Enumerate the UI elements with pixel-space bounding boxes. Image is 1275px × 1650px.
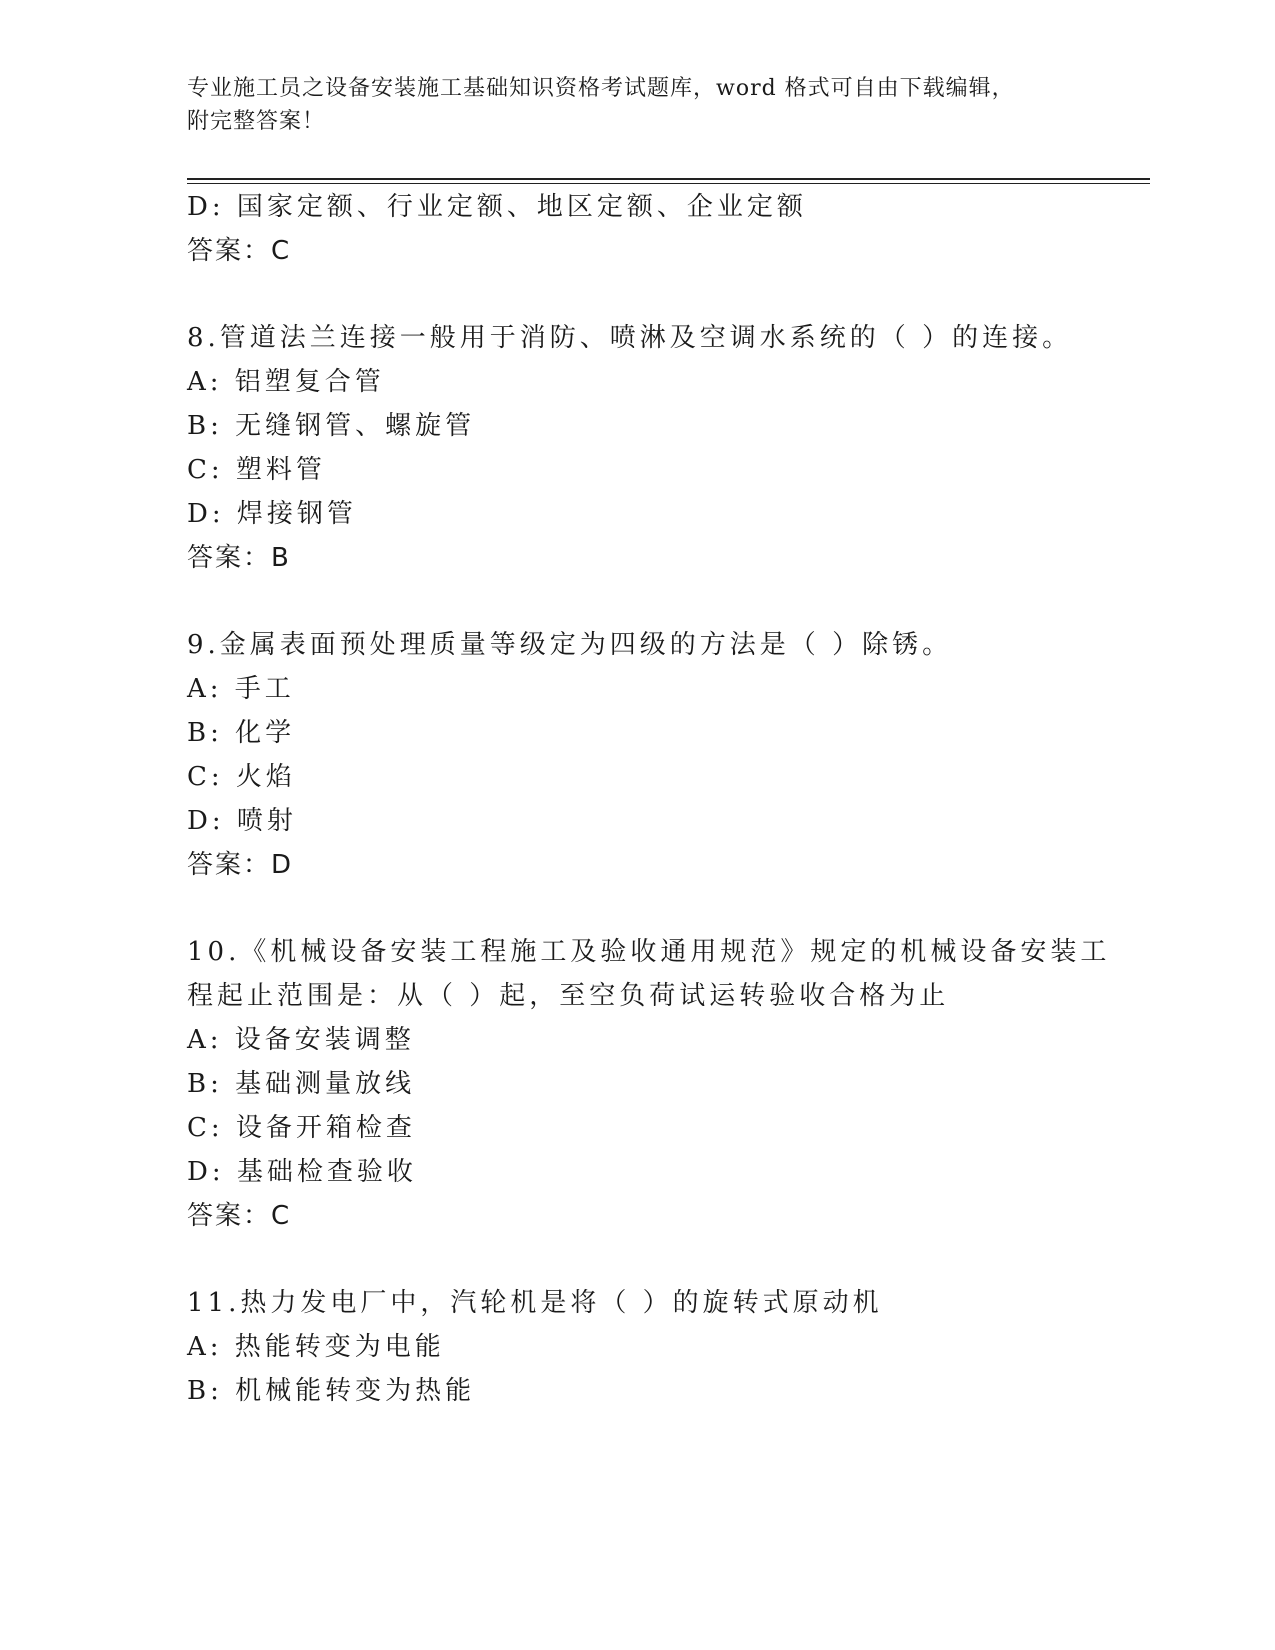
question-10-answer: 答案：C [187, 1201, 292, 1231]
header-line-2: 附完整答案！ [187, 109, 326, 134]
question-10-option-b: B: 基础测量放线 [187, 1069, 416, 1099]
question-8-option-d: D: 焊接钢管 [187, 499, 357, 529]
question-11-option-b: B: 机械能转变为热能 [187, 1376, 476, 1406]
question-9-option-b: B: 化学 [187, 718, 296, 748]
question-10-stem-line-1: 10.《机械设备安装工程施工及验收通用规范》规定的机械设备安装工 [187, 937, 1111, 967]
question-10-stem-line-2: 程起止范围是：从（ ）起，至空负荷试运转验收合格为止 [187, 981, 950, 1011]
header-divider-thick [187, 178, 1150, 180]
prev-question-option-d: D: 国家定额、行业定额、地区定额、企业定额 [187, 192, 807, 222]
header-divider-thin [187, 183, 1150, 184]
document-header [187, 72, 1087, 138]
question-11-stem: 11.热力发电厂中，汽轮机是将（ ）的旋转式原动机 [187, 1288, 883, 1318]
question-8-option-b: B: 无缝钢管、螺旋管 [187, 411, 476, 441]
question-9-option-c: C: 火焰 [187, 762, 296, 792]
question-10-option-c: C: 设备开箱检查 [187, 1113, 416, 1143]
question-8-stem: 8.管道法兰连接一般用于消防、喷淋及空调水系统的（ ）的连接。 [187, 323, 1073, 353]
question-9-answer: 答案：D [187, 850, 294, 880]
question-11-option-a: A: 热能转变为电能 [187, 1332, 445, 1362]
header-line-1: 专业施工员之设备安装施工基础知识资格考试题库，word 格式可自由下载编辑， [187, 76, 1015, 101]
question-8-option-a: A: 铝塑复合管 [187, 367, 385, 397]
question-10-option-d: D: 基础检查验收 [187, 1157, 417, 1187]
question-10-option-a: A: 设备安装调整 [187, 1025, 415, 1055]
question-9-stem: 9.金属表面预处理质量等级定为四级的方法是（ ）除锈。 [187, 630, 953, 660]
question-8-option-c: C: 塑料管 [187, 455, 326, 485]
question-9-option-d: D: 喷射 [187, 806, 297, 836]
question-8-answer: 答案：B [187, 543, 291, 573]
prev-question-answer: 答案：C [187, 236, 292, 266]
question-9-option-a: A: 手工 [187, 674, 295, 704]
